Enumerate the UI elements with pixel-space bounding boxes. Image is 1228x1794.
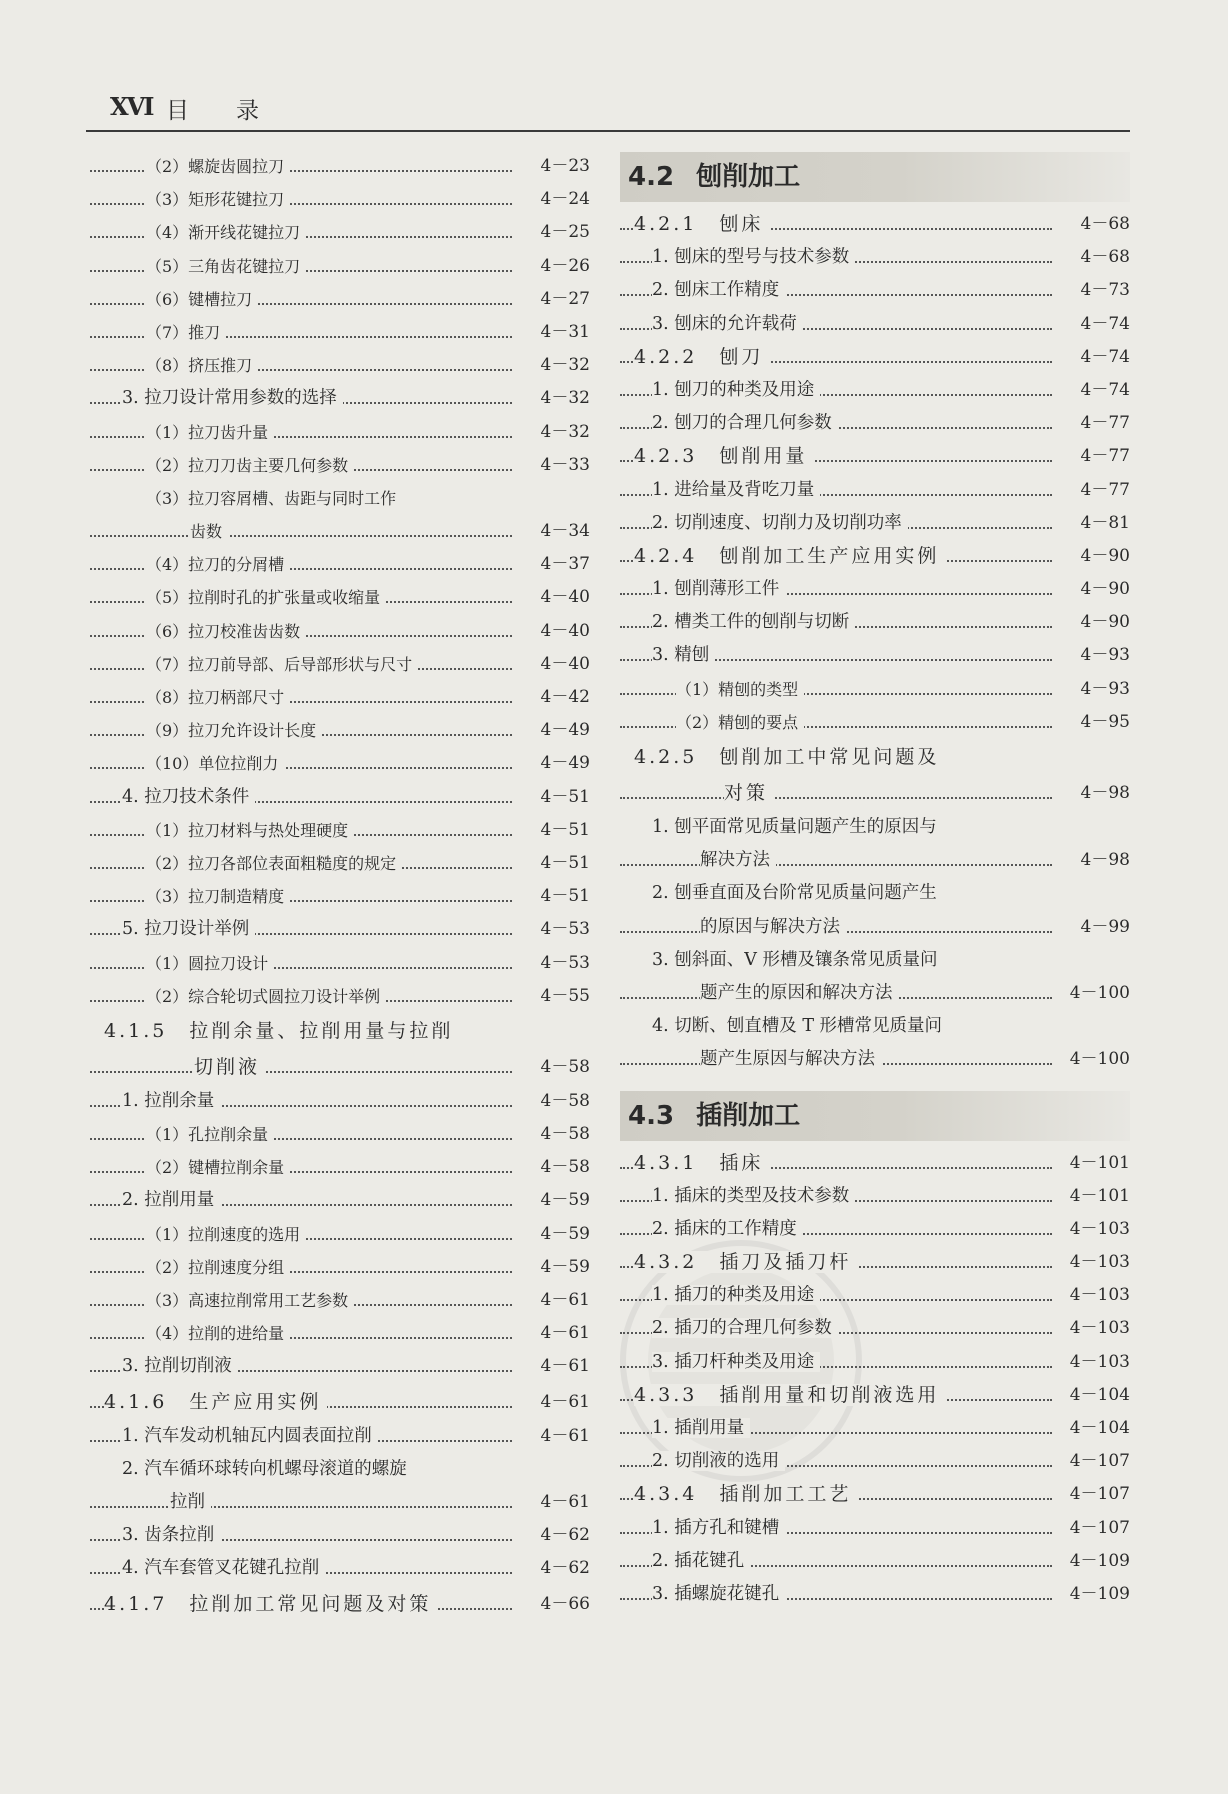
- toc-entry[interactable]: （4）拉削的进给量 4－61: [90, 1317, 590, 1350]
- toc-entry[interactable]: 1. 汽车发动机轴瓦内圆表面拉削 4－61: [90, 1420, 590, 1453]
- toc-entry[interactable]: 3. 插刀杆种类及用途 4－103: [620, 1346, 1130, 1379]
- toc-entry[interactable]: 4. 拉刀技术条件 4－51: [90, 781, 590, 814]
- toc-entry[interactable]: （1）精刨的类型 4－93: [620, 673, 1130, 706]
- toc-entry[interactable]: 题产生原因与解决方法 4－100: [620, 1043, 1130, 1076]
- chapter-heading-4-3[interactable]: 4.3 插削加工: [620, 1091, 1130, 1141]
- toc-entry[interactable]: （2）拉削速度分组 4－59: [90, 1251, 590, 1284]
- toc-entry[interactable]: （7）拉刀前导部、后导部形状与尺寸 4－40: [90, 648, 590, 681]
- toc-entry[interactable]: （3）拉刀制造精度 4－51: [90, 880, 590, 913]
- toc-entry[interactable]: 1. 插方孔和键槽 4－107: [620, 1512, 1130, 1545]
- toc-section-entry[interactable]: 4.1.5 拉削余量、拉削用量与拉削: [90, 1013, 590, 1049]
- toc-section-entry[interactable]: 4.2.1 刨床 4－68: [620, 208, 1130, 241]
- toc-entry[interactable]: 3. 拉刀设计常用参数的选择 4－32: [90, 382, 590, 415]
- toc-entry[interactable]: （1）拉刀齿升量 4－32: [90, 416, 590, 449]
- toc-left-column: [90, 150, 590, 1622]
- header-title-char-1: 目: [166, 98, 189, 124]
- toc-entry[interactable]: 1. 刨削薄形工件 4－90: [620, 573, 1130, 606]
- toc-entry[interactable]: 4. 汽车套管叉花键孔拉削 4－62: [90, 1552, 590, 1585]
- toc-section-entry[interactable]: 4.3.2 插刀及插刀杆 4－103: [620, 1246, 1130, 1279]
- toc-entry[interactable]: 题产生的原因和解决方法 4－100: [620, 977, 1130, 1010]
- toc-entry[interactable]: （2）拉刀各部位表面粗糙度的规定 4－51: [90, 847, 590, 880]
- toc-entry[interactable]: 2. 切削速度、切削力及切削功率 4－81: [620, 507, 1130, 540]
- toc-right-column: [620, 150, 1130, 1611]
- toc-entry[interactable]: （1）拉削速度的选用 4－59: [90, 1218, 590, 1251]
- toc-section-entry[interactable]: 4.3.3 插削用量和切削液选用 4－104: [620, 1379, 1130, 1412]
- toc-entry[interactable]: 2. 刨床工作精度 4－73: [620, 274, 1130, 307]
- toc-entry[interactable]: （4）渐开线花键拉刀 4－25: [90, 216, 590, 249]
- toc-entry[interactable]: 3. 齿条拉削 4－62: [90, 1519, 590, 1552]
- page-header: [86, 88, 1130, 132]
- toc-entry[interactable]: （2）精刨的要点 4－95: [620, 706, 1130, 739]
- toc-entry[interactable]: （8）拉刀柄部尺寸 4－42: [90, 681, 590, 714]
- toc-entry[interactable]: 的原因与解决方法 4－99: [620, 911, 1130, 944]
- toc-entry[interactable]: 2. 插床的工作精度 4－103: [620, 1213, 1130, 1246]
- toc-entry[interactable]: （4）拉刀的分屑槽 4－37: [90, 548, 590, 581]
- toc-entry[interactable]: （1）孔拉削余量 4－58: [90, 1118, 590, 1151]
- toc-entry[interactable]: 齿数 4－34: [90, 515, 590, 548]
- toc-entry[interactable]: （2）拉刀刀齿主要几何参数 4－33: [90, 449, 590, 482]
- toc-entry[interactable]: 1. 进给量及背吃刀量 4－77: [620, 474, 1130, 507]
- toc-section-entry[interactable]: 4.3.1 插床 4－101: [620, 1147, 1130, 1180]
- toc-entry[interactable]: （5）拉削时孔的扩张量或收缩量 4－40: [90, 581, 590, 614]
- toc-entry[interactable]: （8）挤压推刀 4－32: [90, 349, 590, 382]
- toc-entry[interactable]: （3）矩形花键拉刀 4－24: [90, 183, 590, 216]
- toc-entry[interactable]: 3. 精刨 4－93: [620, 639, 1130, 672]
- toc-entry[interactable]: 1. 插刀的种类及用途 4－103: [620, 1279, 1130, 1312]
- toc-entry[interactable]: （3）拉刀容屑槽、齿距与同时工作: [90, 482, 590, 515]
- toc-entry[interactable]: （9）拉刀允许设计长度 4－49: [90, 714, 590, 747]
- toc-entry[interactable]: （2）键槽拉削余量 4－58: [90, 1151, 590, 1184]
- toc-entry[interactable]: （2）综合轮切式圆拉刀设计举例 4－55: [90, 980, 590, 1013]
- toc-entry[interactable]: 解决方法 4－98: [620, 844, 1130, 877]
- toc-entry[interactable]: （3）高速拉削常用工艺参数 4－61: [90, 1284, 590, 1317]
- toc-entry[interactable]: 1. 刨平面常见质量问题产生的原因与: [620, 811, 1130, 844]
- toc-entry[interactable]: 1. 插床的类型及技术参数 4－101: [620, 1180, 1130, 1213]
- toc-entry[interactable]: 1. 刨床的型号与技术参数 4－68: [620, 241, 1130, 274]
- toc-section-entry[interactable]: 对策 4－98: [620, 775, 1130, 811]
- toc-entry[interactable]: （6）键槽拉刀 4－27: [90, 283, 590, 316]
- toc-entry[interactable]: 2. 拉削用量 4－59: [90, 1184, 590, 1217]
- toc-entry[interactable]: 2. 刨刀的合理几何参数 4－77: [620, 407, 1130, 440]
- toc-section-entry[interactable]: 4.2.5 刨削加工中常见问题及: [620, 739, 1130, 775]
- toc-section-entry[interactable]: 切削液 4－58: [90, 1049, 590, 1085]
- toc-section-entry[interactable]: 4.1.7 拉削加工常见问题及对策 4－66: [90, 1586, 590, 1622]
- toc-entry[interactable]: 3. 插螺旋花键孔 4－109: [620, 1578, 1130, 1611]
- toc-entry[interactable]: （1）圆拉刀设计 4－53: [90, 947, 590, 980]
- toc-section-entry[interactable]: 4.3.4 插削加工工艺 4－107: [620, 1478, 1130, 1511]
- toc-entry[interactable]: （10）单位拉削力 4－49: [90, 747, 590, 780]
- toc-entry[interactable]: 1. 刨刀的种类及用途 4－74: [620, 374, 1130, 407]
- toc-entry[interactable]: 2. 槽类工件的刨削与切断 4－90: [620, 606, 1130, 639]
- toc-entry[interactable]: 2. 切削液的选用 4－107: [620, 1445, 1130, 1478]
- toc-entry[interactable]: 5. 拉刀设计举例 4－53: [90, 913, 590, 946]
- chapter-heading-4-2[interactable]: 4.2 刨削加工: [620, 152, 1130, 202]
- header-title-char-2: 录: [236, 98, 259, 124]
- toc-entry[interactable]: 2. 插花键孔 4－109: [620, 1545, 1130, 1578]
- toc-entry[interactable]: 2. 汽车循环球转向机螺母滚道的螺旋: [90, 1453, 590, 1486]
- toc-entry[interactable]: 3. 刨斜面、V 形槽及镶条常见质量问: [620, 944, 1130, 977]
- toc-entry[interactable]: 3. 刨床的允许载荷 4－74: [620, 308, 1130, 341]
- toc-section-entry[interactable]: 4.2.2 刨刀 4－74: [620, 341, 1130, 374]
- toc-entry[interactable]: 拉削 4－61: [90, 1486, 590, 1519]
- toc-entry[interactable]: 1. 拉削余量 4－58: [90, 1085, 590, 1118]
- toc-entry[interactable]: （6）拉刀校准齿齿数 4－40: [90, 615, 590, 648]
- toc-entry[interactable]: 2. 刨垂直面及台阶常见质量问题产生: [620, 877, 1130, 910]
- toc-entry[interactable]: 3. 拉削切削液 4－61: [90, 1350, 590, 1383]
- toc-entry[interactable]: （5）三角齿花键拉刀 4－26: [90, 250, 590, 283]
- toc-entry[interactable]: 4. 切断、刨直槽及 T 形槽常见质量问: [620, 1010, 1130, 1043]
- toc-section-entry[interactable]: 4.1.6 生产应用实例 4－61: [90, 1384, 590, 1420]
- toc-entry[interactable]: 2. 插刀的合理几何参数 4－103: [620, 1312, 1130, 1345]
- toc-entry[interactable]: （1）拉刀材料与热处理硬度 4－51: [90, 814, 590, 847]
- toc-section-entry[interactable]: 4.2.4 刨削加工生产应用实例 4－90: [620, 540, 1130, 573]
- toc-entry[interactable]: （2）螺旋齿圆拉刀 4－23: [90, 150, 590, 183]
- toc-section-entry[interactable]: 4.2.3 刨削用量 4－77: [620, 440, 1130, 473]
- toc-entry[interactable]: 1. 插削用量 4－104: [620, 1412, 1130, 1445]
- toc-entry[interactable]: （7）推刀 4－31: [90, 316, 590, 349]
- page-number-roman: XVI: [110, 92, 153, 121]
